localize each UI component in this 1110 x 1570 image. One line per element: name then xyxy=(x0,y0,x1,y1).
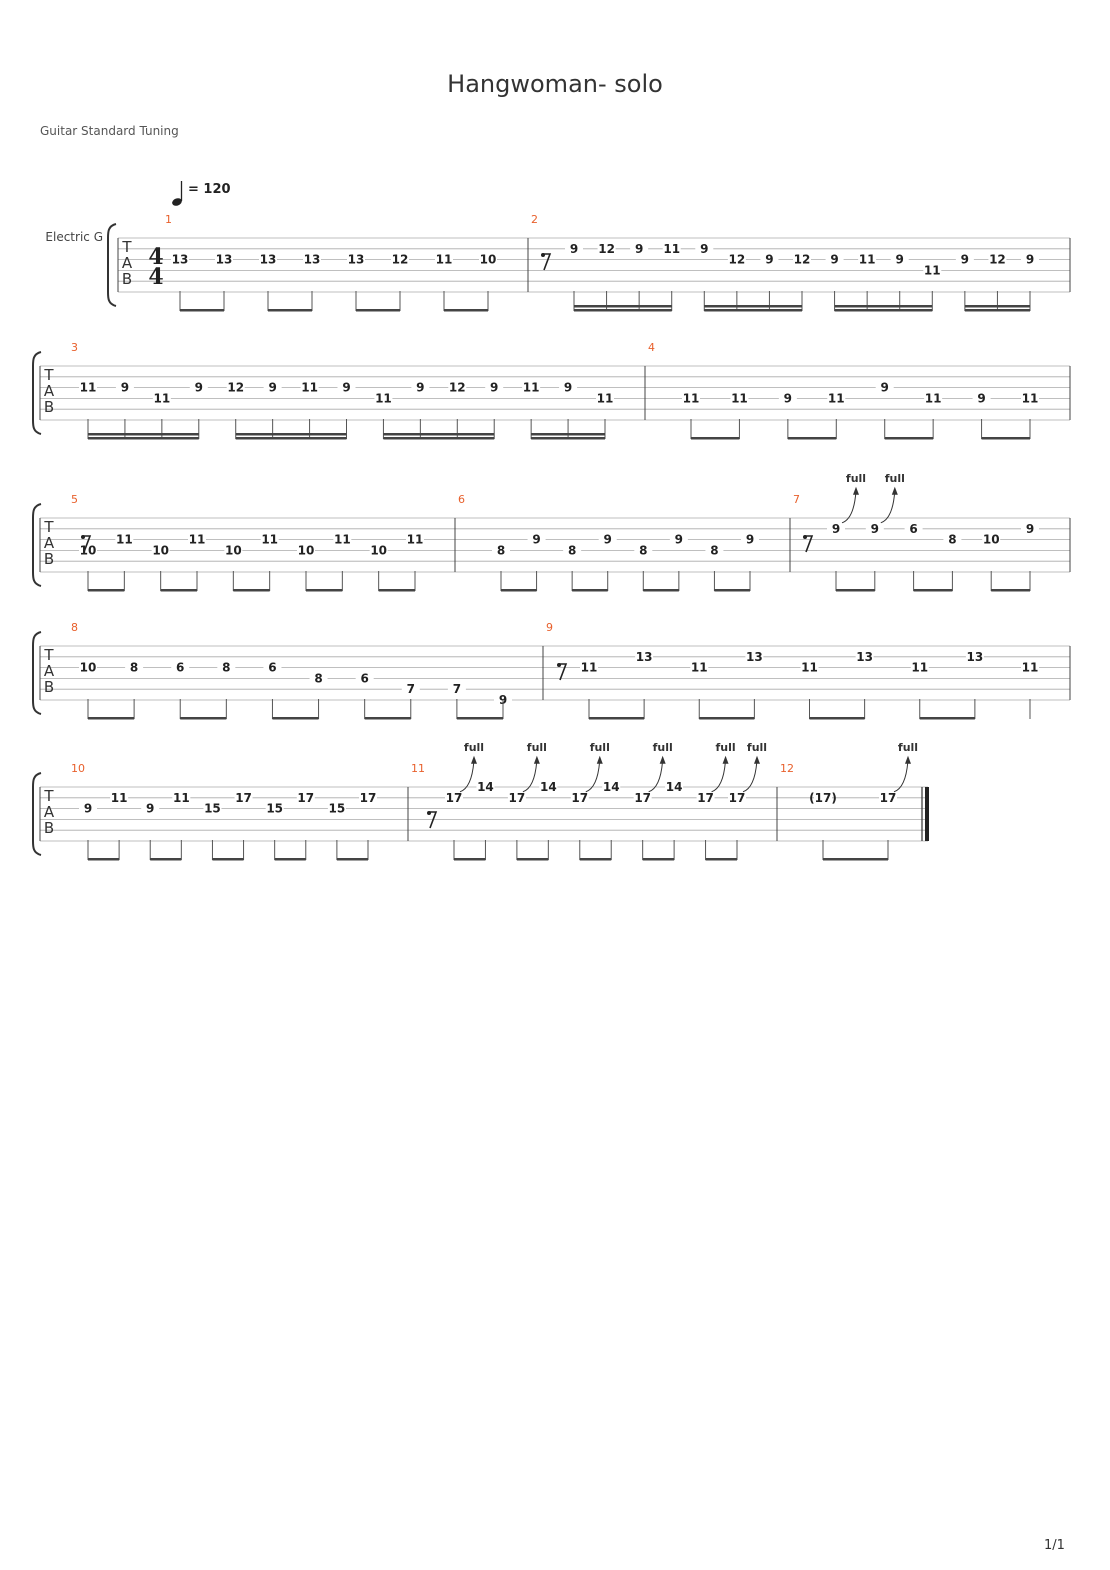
note-beam xyxy=(356,309,400,312)
fret-number: 17 xyxy=(634,790,652,805)
rest-icon-dot xyxy=(803,535,807,539)
fret-number: 17 xyxy=(235,790,252,805)
tab-clef-letter: B xyxy=(43,678,55,696)
note-beam xyxy=(365,717,411,720)
fret-number: 9 xyxy=(563,380,573,395)
note-beam xyxy=(572,589,608,592)
fret-number: 9 xyxy=(194,380,203,395)
fret-number: 13 xyxy=(171,252,189,267)
note-beam xyxy=(643,858,674,861)
note-beam xyxy=(982,437,1030,440)
fret-number: 11 xyxy=(188,532,206,547)
measure-number: 12 xyxy=(780,762,794,775)
fret-number: 9 xyxy=(569,241,579,256)
tab-clef-letter: T xyxy=(44,518,54,536)
fret-number: 9 xyxy=(960,252,970,267)
fret-number: 10 xyxy=(224,543,242,558)
fret-number: 9 xyxy=(700,241,709,256)
fret-number: 11 xyxy=(801,660,818,675)
bend-arrowhead xyxy=(660,756,666,764)
note-beam xyxy=(379,589,415,592)
fret-number: 15 xyxy=(328,801,346,816)
bend-label: full xyxy=(746,740,768,754)
bend-arrowhead xyxy=(853,487,859,495)
bend-arrowhead xyxy=(471,756,477,764)
fret-number: 17 xyxy=(571,790,589,805)
fret-number: 9 xyxy=(1025,252,1035,267)
bend-label: full xyxy=(715,740,736,754)
note-beam xyxy=(383,437,494,440)
fret-number: 12 xyxy=(728,252,746,267)
note-beam xyxy=(920,717,975,720)
note-beam xyxy=(643,589,679,592)
note-beam xyxy=(444,309,488,312)
fret-number: 8 xyxy=(567,543,577,558)
fret-number: 17 xyxy=(728,790,746,805)
note-beam xyxy=(161,589,197,592)
note-beam xyxy=(501,589,537,592)
bend-label: full xyxy=(884,471,905,485)
fret-number: 12 xyxy=(598,241,615,256)
note-beam xyxy=(580,858,611,861)
fret-number: 12 xyxy=(391,252,409,267)
fret-number: 11 xyxy=(1021,660,1039,675)
fret-number: (17) xyxy=(809,790,837,805)
bend-label: full xyxy=(845,471,867,485)
rest-icon-dot xyxy=(81,535,85,539)
fret-number: 9 xyxy=(745,532,755,547)
note-beam xyxy=(88,589,124,592)
bend-label: full xyxy=(897,740,919,754)
note-beam xyxy=(180,717,226,720)
note-beam xyxy=(457,717,503,720)
fret-number: 11 xyxy=(1021,391,1039,406)
fret-number: 14 xyxy=(477,780,494,794)
fret-number: 11 xyxy=(923,263,941,278)
fret-number: 10 xyxy=(297,543,315,558)
measure-number: 11 xyxy=(411,762,425,775)
fret-number: 9 xyxy=(120,380,130,395)
tempo-marking: = 120 xyxy=(188,182,231,197)
track-name: Electric G xyxy=(45,230,103,244)
bend-arrowhead xyxy=(723,756,729,764)
fret-number: 13 xyxy=(856,649,873,664)
fret-number: 9 xyxy=(765,252,774,267)
note-beam xyxy=(885,437,933,440)
note-beam xyxy=(268,309,312,312)
fret-number: 9 xyxy=(880,380,889,395)
note-beam xyxy=(714,589,750,592)
fret-number: 11 xyxy=(858,252,876,267)
time-signature-bottom: 4 xyxy=(148,264,164,290)
measure-number: 5 xyxy=(71,493,78,506)
tab-clef-letter: B xyxy=(121,270,133,288)
fret-number: 7 xyxy=(406,682,415,697)
fret-number: 9 xyxy=(83,801,93,816)
tab-clef-letter: A xyxy=(43,803,55,821)
fret-number: 6 xyxy=(360,671,369,686)
tab-clef-letter: A xyxy=(121,254,133,272)
fret-number: 13 xyxy=(215,252,233,267)
note-beam-secondary xyxy=(704,305,802,308)
fret-number: 11 xyxy=(406,532,424,547)
fret-number: 13 xyxy=(259,252,277,267)
fret-number: 11 xyxy=(682,391,700,406)
fret-number: 9 xyxy=(895,252,904,267)
fret-number: 10 xyxy=(79,660,97,675)
fret-number: 9 xyxy=(416,380,425,395)
bend-arrowhead xyxy=(905,756,911,764)
note-beam xyxy=(88,717,134,720)
bend-arrowhead xyxy=(892,487,898,495)
fret-number: 9 xyxy=(831,521,841,536)
note-beam xyxy=(150,858,181,861)
tab-clef-letter: T xyxy=(44,646,54,664)
note-beam xyxy=(965,309,1030,312)
rest-icon-dot xyxy=(427,811,431,815)
fret-number: 11 xyxy=(522,380,540,395)
fret-number: 11 xyxy=(580,660,598,675)
measure-number: 4 xyxy=(648,341,655,354)
tab-clef-letter: A xyxy=(43,534,55,552)
note-beam xyxy=(272,717,318,720)
fret-number: 8 xyxy=(948,532,957,547)
fret-number: 9 xyxy=(830,252,839,267)
tab-clef-letter: T xyxy=(122,238,132,256)
fret-number: 9 xyxy=(342,380,351,395)
note-beam-secondary xyxy=(531,433,605,436)
bend-label: full xyxy=(589,740,610,754)
fret-number: 11 xyxy=(731,391,748,406)
fret-number: 10 xyxy=(479,252,497,267)
measure-number: 6 xyxy=(458,493,465,506)
fret-number: 11 xyxy=(663,241,681,256)
tab-clef-letter: A xyxy=(43,662,55,680)
note-beam-secondary xyxy=(88,433,199,436)
rest-icon-dot xyxy=(557,663,561,667)
fret-number: 11 xyxy=(110,790,128,805)
bend-label: full xyxy=(463,740,485,754)
note-beam xyxy=(275,858,306,861)
note-beam xyxy=(836,589,875,592)
tab-clef-letter: A xyxy=(43,382,55,400)
fret-number: 9 xyxy=(783,391,793,406)
bend-arrowhead xyxy=(754,756,760,764)
fret-number: 9 xyxy=(498,693,508,707)
tab-clef-letter: B xyxy=(43,398,55,416)
fret-number: 11 xyxy=(375,391,392,406)
fret-number: 11 xyxy=(301,380,318,395)
fret-number: 9 xyxy=(268,380,277,395)
note-beam xyxy=(788,437,836,440)
system-bracket xyxy=(108,224,116,306)
note-beam-secondary xyxy=(383,433,494,436)
note-beam xyxy=(180,309,224,312)
fret-number: 11 xyxy=(827,391,845,406)
fret-number: 11 xyxy=(911,660,929,675)
fret-number: 12 xyxy=(793,252,811,267)
fret-number: 14 xyxy=(665,780,683,794)
note-beam xyxy=(306,589,342,592)
tab-clef-letter: B xyxy=(43,550,55,568)
score-title: Hangwoman- solo xyxy=(447,70,663,98)
bend-arrowhead xyxy=(534,756,540,764)
note-beam xyxy=(991,589,1030,592)
note-beam xyxy=(589,717,644,720)
fret-number: 10 xyxy=(79,543,97,558)
fret-number: 15 xyxy=(266,801,284,816)
note-beam xyxy=(236,437,347,440)
note-beam xyxy=(337,858,368,861)
fret-number: 8 xyxy=(496,543,506,558)
measure-number: 8 xyxy=(71,621,78,634)
fret-number: 17 xyxy=(445,790,463,805)
fret-number: 11 xyxy=(172,790,190,805)
tab-clef-letter: T xyxy=(44,787,54,805)
fret-number: 13 xyxy=(746,649,763,664)
note-beam xyxy=(233,589,269,592)
bend-arrowhead xyxy=(597,756,603,764)
fret-number: 11 xyxy=(435,252,453,267)
fret-number: 10 xyxy=(152,543,170,558)
note-beam-secondary xyxy=(574,305,672,308)
note-beam xyxy=(914,589,953,592)
note-beam-secondary xyxy=(236,433,347,436)
fret-number: 17 xyxy=(508,790,526,805)
fret-number: 6 xyxy=(268,660,277,675)
fret-number: 9 xyxy=(1025,521,1035,536)
fret-number: 11 xyxy=(596,391,614,406)
measure-number: 2 xyxy=(531,213,538,226)
fret-number: 9 xyxy=(634,241,644,256)
note-beam xyxy=(835,309,933,312)
fret-number: 8 xyxy=(129,660,139,675)
note-beam xyxy=(810,717,865,720)
fret-number: 7 xyxy=(452,682,462,697)
note-beam xyxy=(88,858,119,861)
measure-number: 10 xyxy=(71,762,85,775)
fret-number: 13 xyxy=(635,649,653,664)
note-beam xyxy=(691,437,739,440)
fret-number: 9 xyxy=(674,532,684,547)
measure-number: 1 xyxy=(165,213,172,226)
fret-number: 12 xyxy=(227,380,245,395)
fret-number: 10 xyxy=(370,543,388,558)
note-beam xyxy=(212,858,243,861)
note-beam xyxy=(706,858,737,861)
measure-number: 7 xyxy=(793,493,800,506)
fret-number: 12 xyxy=(448,380,466,395)
fret-number: 11 xyxy=(153,391,171,406)
fret-number: 17 xyxy=(697,790,714,805)
fret-number: 17 xyxy=(879,790,897,805)
note-beam xyxy=(531,437,605,440)
fret-number: 6 xyxy=(176,660,185,675)
fret-number: 9 xyxy=(603,532,612,547)
fret-number: 6 xyxy=(909,521,918,536)
fret-number: 9 xyxy=(870,521,879,536)
note-beam xyxy=(823,858,888,861)
rest-icon-dot xyxy=(541,253,545,257)
note-beam xyxy=(454,858,485,861)
page-number: 1/1 xyxy=(1044,1538,1065,1553)
note-beam-secondary xyxy=(965,305,1030,308)
note-beam xyxy=(88,437,199,440)
tab-clef-letter: B xyxy=(43,819,55,837)
fret-number: 8 xyxy=(639,543,648,558)
fret-number: 15 xyxy=(204,801,221,816)
fret-number: 8 xyxy=(314,671,323,686)
fret-number: 17 xyxy=(297,790,315,805)
fret-number: 11 xyxy=(79,380,97,395)
fret-number: 8 xyxy=(222,660,231,675)
fret-number: 14 xyxy=(602,780,620,794)
fret-number: 9 xyxy=(146,801,155,816)
fret-number: 10 xyxy=(982,532,1000,547)
tuning-label: Guitar Standard Tuning xyxy=(40,124,179,138)
fret-number: 9 xyxy=(977,391,986,406)
note-beam xyxy=(704,309,802,312)
note-beam xyxy=(517,858,548,861)
note-beam xyxy=(574,309,672,312)
note-beam xyxy=(699,717,754,720)
time-signature-top: 4 xyxy=(148,244,164,270)
fret-number: 12 xyxy=(989,252,1006,267)
fret-number: 8 xyxy=(710,543,719,558)
bend-label: full xyxy=(526,740,547,754)
fret-number: 13 xyxy=(303,252,321,267)
fret-number: 11 xyxy=(924,391,942,406)
fret-number: 9 xyxy=(490,380,499,395)
fret-number: 17 xyxy=(359,790,377,805)
fret-number: 11 xyxy=(333,532,351,547)
fret-number: 13 xyxy=(966,649,984,664)
fret-number: 13 xyxy=(347,252,365,267)
fret-number: 14 xyxy=(539,780,557,794)
measure-number: 9 xyxy=(546,621,553,634)
fret-number: 11 xyxy=(261,532,279,547)
bend-label: full xyxy=(652,740,673,754)
tab-clef-letter: T xyxy=(44,366,54,384)
fret-number: 11 xyxy=(690,660,708,675)
fret-number: 9 xyxy=(532,532,541,547)
final-barline-thick xyxy=(925,787,929,841)
measure-number: 3 xyxy=(71,341,78,354)
fret-number: 11 xyxy=(115,532,133,547)
note-beam-secondary xyxy=(835,305,933,308)
